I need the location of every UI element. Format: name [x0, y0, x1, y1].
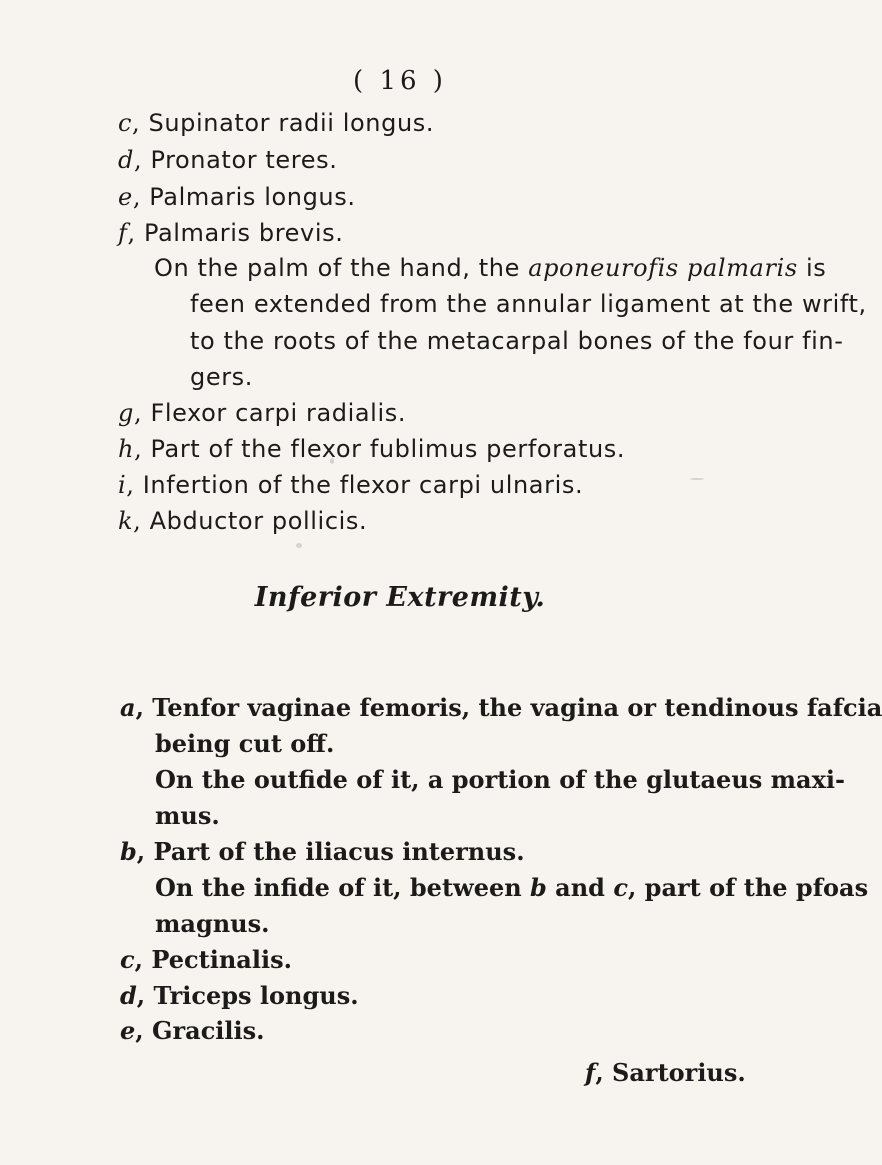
- page-number: ( 16 ): [353, 66, 447, 96]
- item-text: Part of the flexor fublimus perforatus.: [150, 435, 626, 463]
- item-letter: e: [120, 1016, 136, 1045]
- item-text: Palmaris brevis.: [143, 219, 344, 247]
- list-item: k, Abductor pollicis.: [118, 507, 368, 535]
- item-letter: f: [118, 219, 128, 247]
- item-letter: g: [118, 399, 134, 427]
- item-letter: k: [118, 507, 134, 535]
- list-item: f, Sartorius.: [585, 1058, 746, 1087]
- item-text: Infertion of the flexor carpi ulnaris.: [142, 471, 584, 499]
- italic-term: aponeurofis palmaris: [528, 254, 798, 282]
- paper-speck: [690, 478, 704, 480]
- item-text: Pronator teres.: [150, 146, 338, 174]
- list-item: h, Part of the flexor fublimus perforatus.: [118, 435, 626, 463]
- paper-speck: [296, 543, 302, 548]
- item-text: Palmaris longus.: [149, 183, 356, 211]
- paragraph-line: mus.: [155, 801, 220, 830]
- list-item: i, Infertion of the flexor carpi ulnaris.: [118, 471, 584, 499]
- list-item: a, Tenfor vaginae femoris, the vagina or tendinous fafcia: [120, 693, 882, 722]
- item-text: Flexor carpi radialis.: [150, 399, 407, 427]
- item-letter: h: [118, 435, 135, 463]
- list-item: c, Supinator radii longus.: [118, 109, 435, 137]
- list-item: e, Gracilis.: [120, 1016, 265, 1045]
- paragraph-line: to the roots of the metacarpal bones of the four fin-: [190, 327, 844, 355]
- list-item: f, Palmaris brevis.: [118, 219, 344, 247]
- item-letter: f: [585, 1058, 596, 1087]
- paragraph-line: feen extended from the annular ligament at the wrift,: [190, 290, 867, 318]
- item-letter: d: [118, 146, 134, 174]
- item-text: Supinator radii longus.: [148, 109, 435, 137]
- list-item: d, Triceps longus.: [120, 981, 359, 1010]
- item-letter: i: [118, 471, 127, 499]
- item-letter: a: [120, 693, 136, 722]
- item-letter: d: [120, 981, 137, 1010]
- item-letter: e: [118, 183, 133, 211]
- paragraph-line: being cut off.: [155, 729, 335, 758]
- list-item: c, Pectinalis.: [120, 945, 292, 974]
- list-item: e, Palmaris longus.: [118, 183, 356, 211]
- item-letter: c: [118, 109, 133, 137]
- item-letter: b: [120, 837, 137, 866]
- paper-speck: [330, 458, 334, 464]
- list-item: b, Part of the iliacus internus.: [120, 837, 525, 866]
- item-text: Abductor pollicis.: [149, 507, 368, 535]
- list-item: d, Pronator teres.: [118, 146, 338, 174]
- paragraph-line: gers.: [190, 363, 253, 391]
- paragraph-line: On the outfide of it, a portion of the glutaeus maxi-: [155, 765, 845, 794]
- paragraph-line: magnus.: [155, 909, 270, 938]
- item-letter: c: [120, 945, 135, 974]
- section-heading: Inferior Extremity.: [254, 582, 546, 613]
- paragraph-line: On the infide of it, between b and c, part of the pfoas: [155, 873, 869, 902]
- list-item: g, Flexor carpi radialis.: [118, 399, 407, 427]
- paragraph-line: On the palm of the hand, the aponeurofis palmaris is: [154, 254, 827, 282]
